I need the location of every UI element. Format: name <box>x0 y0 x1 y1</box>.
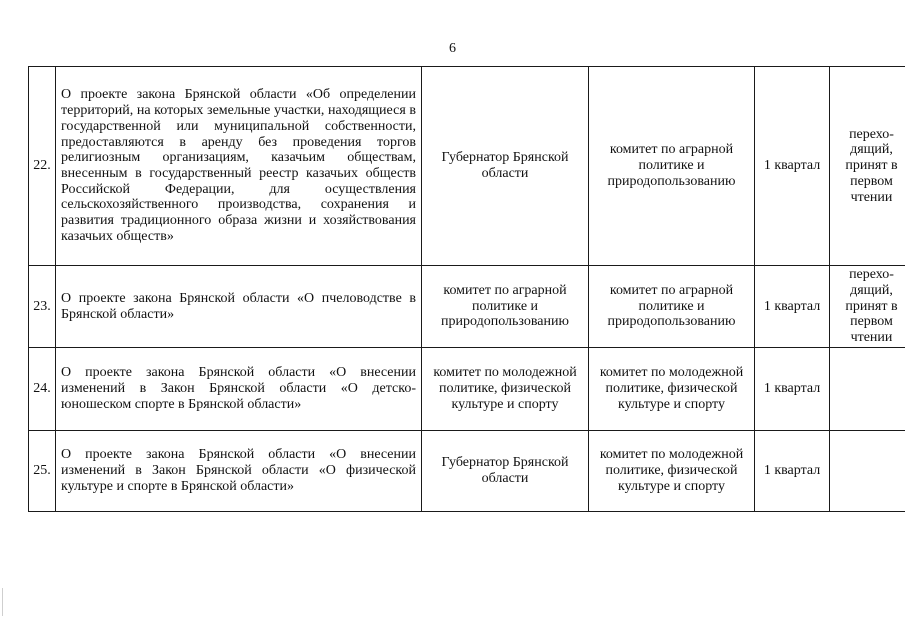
bill-title: О проекте закона Брянской области «О внесении изменений в Закон Брянской области «О физической культуре и спорте в Брянской области» <box>56 431 422 512</box>
status-note <box>830 431 905 512</box>
status-note: перехо-дящий, принят в первом чтении <box>830 67 905 266</box>
table-row <box>29 266 905 348</box>
responsible-committee: комитет по молодежной политике, физической культуре и спорту <box>589 431 755 512</box>
row-number: 22. <box>29 67 56 266</box>
initiator: комитет по молодежной политике, физической культуре и спорту <box>422 348 589 431</box>
bill-title: О проекте закона Брянской области «О пчеловодстве в Брянской области» <box>56 266 422 348</box>
initiator: Губернатор Брянской области <box>422 67 589 266</box>
term: 1 квартал <box>755 67 830 266</box>
responsible-committee: комитет по аграрной политике и природопользованию <box>589 67 755 266</box>
responsible-committee: комитет по молодежной политике, физической культуре и спорту <box>589 348 755 431</box>
row-number: 25. <box>29 431 56 512</box>
page-number: 6 <box>449 41 456 56</box>
responsible-committee: комитет по аграрной политике и природопользованию <box>589 266 755 348</box>
agenda-table <box>28 66 905 512</box>
bill-title: О проекте закона Брянской области «О внесении изменений в Закон Брянской области «О детско-юношеском спорте в Брянской области» <box>56 348 422 431</box>
term: 1 квартал <box>755 348 830 431</box>
status-note: перехо-дящий, принят в первом чтении <box>830 266 905 348</box>
initiator: Губернатор Брянской области <box>422 431 589 512</box>
term: 1 квартал <box>755 266 830 348</box>
term: 1 квартал <box>755 431 830 512</box>
table-row <box>29 431 905 512</box>
table-row <box>29 348 905 431</box>
row-number: 23. <box>29 266 56 348</box>
row-number: 24. <box>29 348 56 431</box>
scan-edge-mark <box>2 588 6 616</box>
bill-title: О проекте закона Брянской области «Об определении территорий, на которых земельные участки, находящиеся в государственной или муниципальной собственности, предоставляются в аренду без проведения торгов религиозным организациям, казачьим обществам, внесенным в государственный реестр казачьих обществ Российской Федерации, для осуществления сельскохозяйственного производства, сохранения и развития традиционного образа жизни и хозяйствования казачьих обществ» <box>56 67 422 266</box>
status-note <box>830 348 905 431</box>
table-row <box>29 67 905 266</box>
initiator: комитет по аграрной политике и природопользованию <box>422 266 589 348</box>
